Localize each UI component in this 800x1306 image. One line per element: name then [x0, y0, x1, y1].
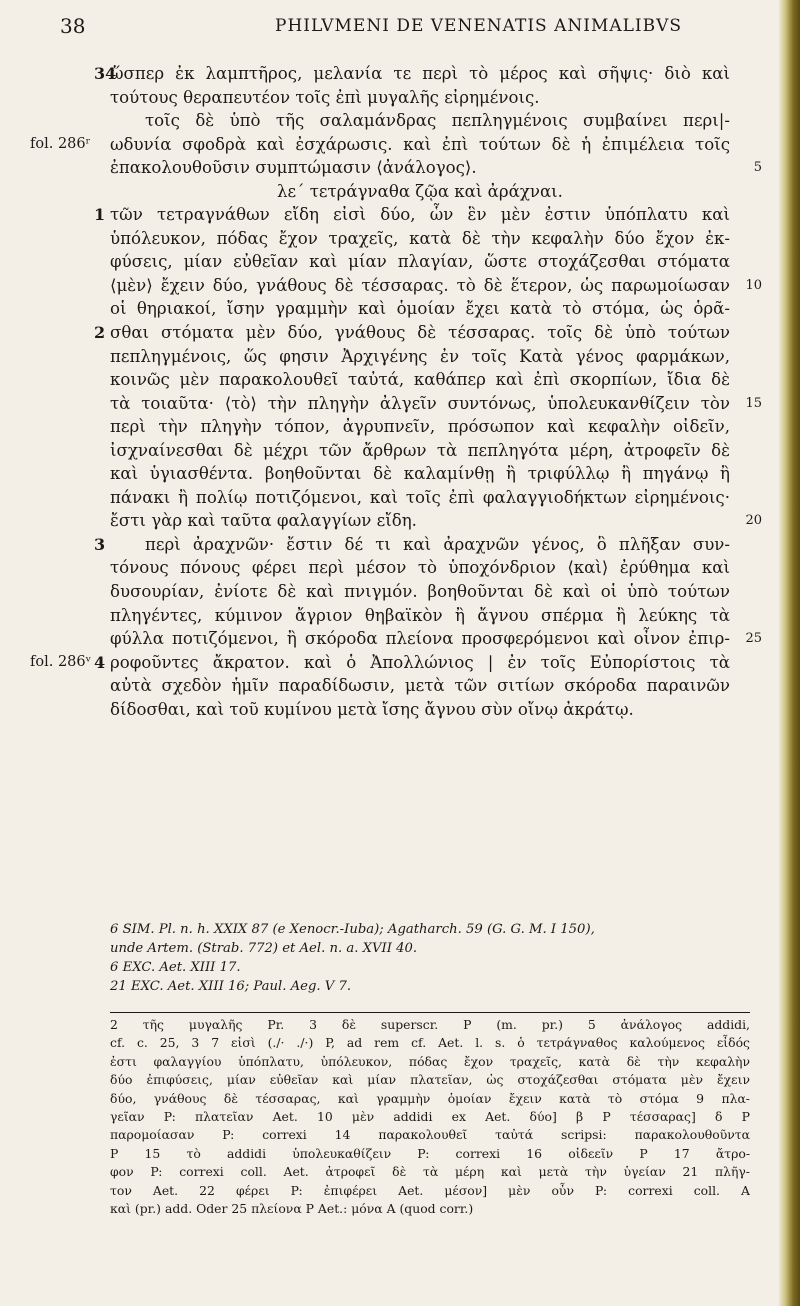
text-line: [30, 86, 770, 110]
line-text: κοινῶς μὲν παρακολουθεῖ ταὐτά, καθάπερ καὶ ἐπὶ σκορπίων, ἴδια δὲ: [110, 370, 730, 390]
line-number: 15: [745, 395, 762, 411]
line-text: τὰ τοιαῦτα· ⟨τὸ⟩ τὴν πληγὴν ἀλγεῖν συντόνως, ὑπολευκανθίζειν τὸν: [110, 393, 730, 413]
apparatus-line: τον Aet. 22 φέρει P: ἐπιφέρει Aet. μέσον] μὲν οὖν P: correxi coll. A: [110, 1182, 750, 1198]
line-text: ὑπόλευκον, πόδας ἔχον τραχεῖς, κατὰ δὲ τὴν κεφαλὴν δύο ἔχον ἐκ-: [110, 228, 730, 248]
folio-marker: fol. 286ʳ: [30, 135, 91, 152]
line-text: ἔστι γὰρ καὶ ταῦτα φαλαγγίων εἴδη.: [110, 511, 417, 531]
line-text: πεπληγμένοις, ὥς φησιν Ἀρχιγένης ἐν τοῖς Κατὰ γένος φαρμάκων,: [110, 346, 730, 366]
text-line: [30, 274, 770, 298]
line-text: ροφοῦντες ἄκρατον. καὶ ὁ Ἀπολλώνιος | ἐν τοῖς Εὐπορίστοις τὰ: [110, 652, 730, 672]
apparatus-line: δύο ἐπιφύσεις, μίαν εὐθεῖαν καὶ μίαν πλατεῖαν, ὡς στοχάζεσθαι στόματα μὲν ἔχειν: [110, 1072, 750, 1088]
text-line: [30, 156, 770, 180]
text-line: [30, 604, 770, 628]
source-line: unde Artem. (Strab. 772) et Ael. n. a. XVII 40.: [110, 941, 418, 956]
line-text: πληγέντες, κύμινον ἄγριον θηβαϊκὸν ἢ ἄγνου σπέρμα ἢ λεύκης τὰ: [110, 605, 730, 625]
section-number: 4: [94, 652, 106, 672]
text-line: [30, 674, 770, 698]
section-number: 1: [94, 205, 106, 225]
text-line: [30, 439, 770, 463]
line-number: 5: [753, 160, 762, 176]
page-binding-edge: [778, 0, 800, 1306]
text-line: [30, 180, 770, 204]
apparatus-line: παρομοίασαν P: correxi 14 παρακολουθεῖ ταὐτά scripsi: παρακολουθοῦντα: [110, 1127, 750, 1143]
text-line: [30, 109, 770, 133]
text-line: [30, 133, 770, 157]
line-text: ἰσχναίνεσθαι δὲ μέχρι τῶν ἄρθρων τὰ πεπληγότα μέρη, ἀτροφεῖν δὲ: [110, 440, 730, 460]
line-number: 10: [745, 277, 762, 293]
line-text: ⟨μὲν⟩ ἔχειν δύο, γνάθους δὲ τέσσαρας. τὸ δὲ ἕτερον, ὡς παρωμοίωσαν: [110, 275, 730, 295]
line-text: φύλλα ποτιζόμενοι, ἢ σκόροδα πλείονα προσφερόμενοι καὶ οἶνον ἐπιρ-: [110, 629, 730, 649]
text-line: [30, 509, 770, 533]
folio-marker: fol. 286ᵛ: [30, 653, 92, 670]
line-number: 20: [745, 513, 762, 529]
line-text: περὶ ἀραχνῶν· ἔστιν δέ τι καὶ ἀραχνῶν γένος, ὃ πλῆξαν συν-: [145, 534, 730, 554]
line-text: καὶ ὑγιασθέντα. βοηθοῦνται δὲ καλαμίνθῃ ἢ τριφύλλῳ ἢ πηγάνῳ ἢ: [110, 464, 730, 484]
text-line: [30, 580, 770, 604]
line-text: ἐπακολουθοῦσιν συμπτώμασιν ⟨ἀνάλογος⟩.: [110, 158, 477, 178]
line-text: τόνους πόνους φέρει περὶ μέσον τὸ ὑποχόνδριον ⟨καὶ⟩ ἐρύθημα καὶ: [110, 558, 730, 578]
source-line: 6 EXC. Aet. XIII 17.: [110, 960, 241, 975]
apparatus-line: 2 τῆς μυγαλῆς Pr. 3 δὲ superscr. P (m. pr.) 5 ἀνάλογος addidi,: [110, 1017, 750, 1032]
text-line: [30, 203, 770, 227]
text-line: [30, 462, 770, 486]
apparatus-line: cf. c. 25, 3 7 εἰσὶ (./· ./·) P, ad rem cf. Aet. l. s. ὁ τετράγναθος καλούμενος εἶδός: [110, 1035, 750, 1051]
line-text: τοῖς δὲ ὑπὸ τῆς σαλαμάνδρας πεπληγμένοις συμβαίνει περι|-: [145, 111, 730, 131]
text-line: [30, 415, 770, 439]
text-line: [30, 297, 770, 321]
text-line: [30, 62, 770, 86]
text-line: [30, 651, 770, 675]
line-text: δυσουρίαν, ἐνίοτε δὲ καὶ πνιγμόν. βοηθοῦνται δὲ καὶ οἱ ὑπὸ τούτων: [110, 582, 730, 602]
section-number: 34: [94, 64, 117, 83]
line-text: ὥσπερ ἐκ λαμπτῆρος, μελανία τε περὶ τὸ μέρος καὶ σῆψις· διὸ καὶ: [110, 64, 730, 83]
text-line: [30, 627, 770, 651]
line-text: περὶ τὴν πληγὴν τόπον, ἀγρυπνεῖν, πρόσωπον καὶ κεφαλὴν οἰδεῖν,: [110, 417, 730, 437]
text-line: [30, 345, 770, 369]
apparatus-line: γεῖαν P: πλατεῖαν Aet. 10 μὲν addidi ex Aet. δύο] β P τέσσαρας] δ P: [110, 1109, 750, 1125]
line-number: 25: [745, 631, 762, 647]
apparatus-divider: [110, 1012, 750, 1013]
text-line: [30, 227, 770, 251]
apparatus-line: ἐστι φαλαγγίου ὑπόπλατυ, ὑπόλευκον, πόδας ἔχον τραχεῖς, κατὰ δὲ τὴν κεφαλὴν: [110, 1053, 750, 1069]
section-number: 2: [94, 323, 106, 343]
line-text: πάνακι ἢ πολίῳ ποτιζόμενοι, καὶ τοῖς ἐπὶ φαλαγγιοδήκτων εἰρημένοις·: [110, 487, 730, 507]
text-line: [30, 250, 770, 274]
line-text: οἱ θηριακοί, ἴσην γραμμὴν καὶ ὁμοίαν ἔχει κατὰ τὸ στόμα, ὡς ὁρᾶ-: [110, 299, 730, 319]
line-text: λε΄ τετράγναθα ζῷα καὶ ἀράχναι.: [277, 181, 563, 201]
source-notes: [110, 920, 750, 996]
apparatus-line: καὶ (pr.) add. Oder 25 πλείονα P Aet.: μόνα A (quod corr.): [110, 1201, 474, 1217]
section-number: 3: [94, 534, 106, 554]
text-line: [30, 486, 770, 510]
text-line: [30, 533, 770, 557]
text-line: [30, 368, 770, 392]
apparatus-line: δύο, γνάθους δὲ τέσσαρας, καὶ γραμμὴν ὁμοίαν ἔχειν κατὰ τὸ στόμα 9 πλα-: [110, 1090, 750, 1106]
apparatus-line: φον P: correxi coll. Aet. ἀτροφεῖ δὲ τὰ μέρη καὶ μετὰ τὴν ὑγείαν 21 πλῆγ-: [110, 1164, 750, 1180]
page-header: [60, 14, 760, 44]
line-text: σθαι στόματα μὲν δύο, γνάθους δὲ τέσσαρας. τοῖς δὲ ὑπὸ τούτων: [110, 323, 730, 343]
line-text: φύσεις, μίαν εὐθεῖαν καὶ μίαν πλαγίαν, ὥστε στοχάζεσθαι στόματα: [110, 252, 730, 272]
text-line: [30, 321, 770, 345]
source-line: 21 EXC. Aet. XIII 16; Paul. Aeg. V 7.: [110, 979, 352, 994]
text-line: [30, 556, 770, 580]
source-line: 6 SIM. Pl. n. h. XXIX 87 (e Xenocr.-Iuba); Agatharch. 59 (G. G. M. I 150),: [110, 922, 595, 937]
line-text: ωδυνία σφοδρὰ καὶ ἐσχάρωσις. καὶ ἐπὶ τούτων δὲ ἡ ἐπιμέλεια τοῖς: [110, 134, 730, 154]
critical-apparatus: [110, 1016, 750, 1218]
running-title: PHILVMENI DE VENENATIS ANIMALIBVS: [275, 16, 683, 36]
line-text: τῶν τετραγνάθων εἴδη εἰσὶ δύο, ὧν ἓν μὲν ἐστιν ὑπόπλατυ καὶ: [110, 205, 730, 225]
text-line: [30, 392, 770, 416]
line-text: τούτους θεραπευτέον τοῖς ἐπὶ μυγαλῆς εἰρημένοις.: [110, 87, 540, 107]
apparatus-line: P 15 τὸ addidi ὑπολευκαθίζειν P: correxi 16 οἰδεεῖν P 17 ἄτρο-: [110, 1145, 750, 1161]
page-number: 38: [60, 14, 86, 38]
line-text: δίδοσθαι, καὶ τοῦ κυμίνου μετὰ ἴσης ἄγνου σὺν οἴνῳ ἀκράτῳ.: [110, 699, 634, 719]
main-text: [30, 62, 770, 721]
line-text: αὐτὰ σχεδὸν ἡμῖν παραδίδωσιν, μετὰ τῶν σιτίων σκόροδα παραινῶν: [110, 676, 730, 696]
text-line: [30, 698, 770, 722]
